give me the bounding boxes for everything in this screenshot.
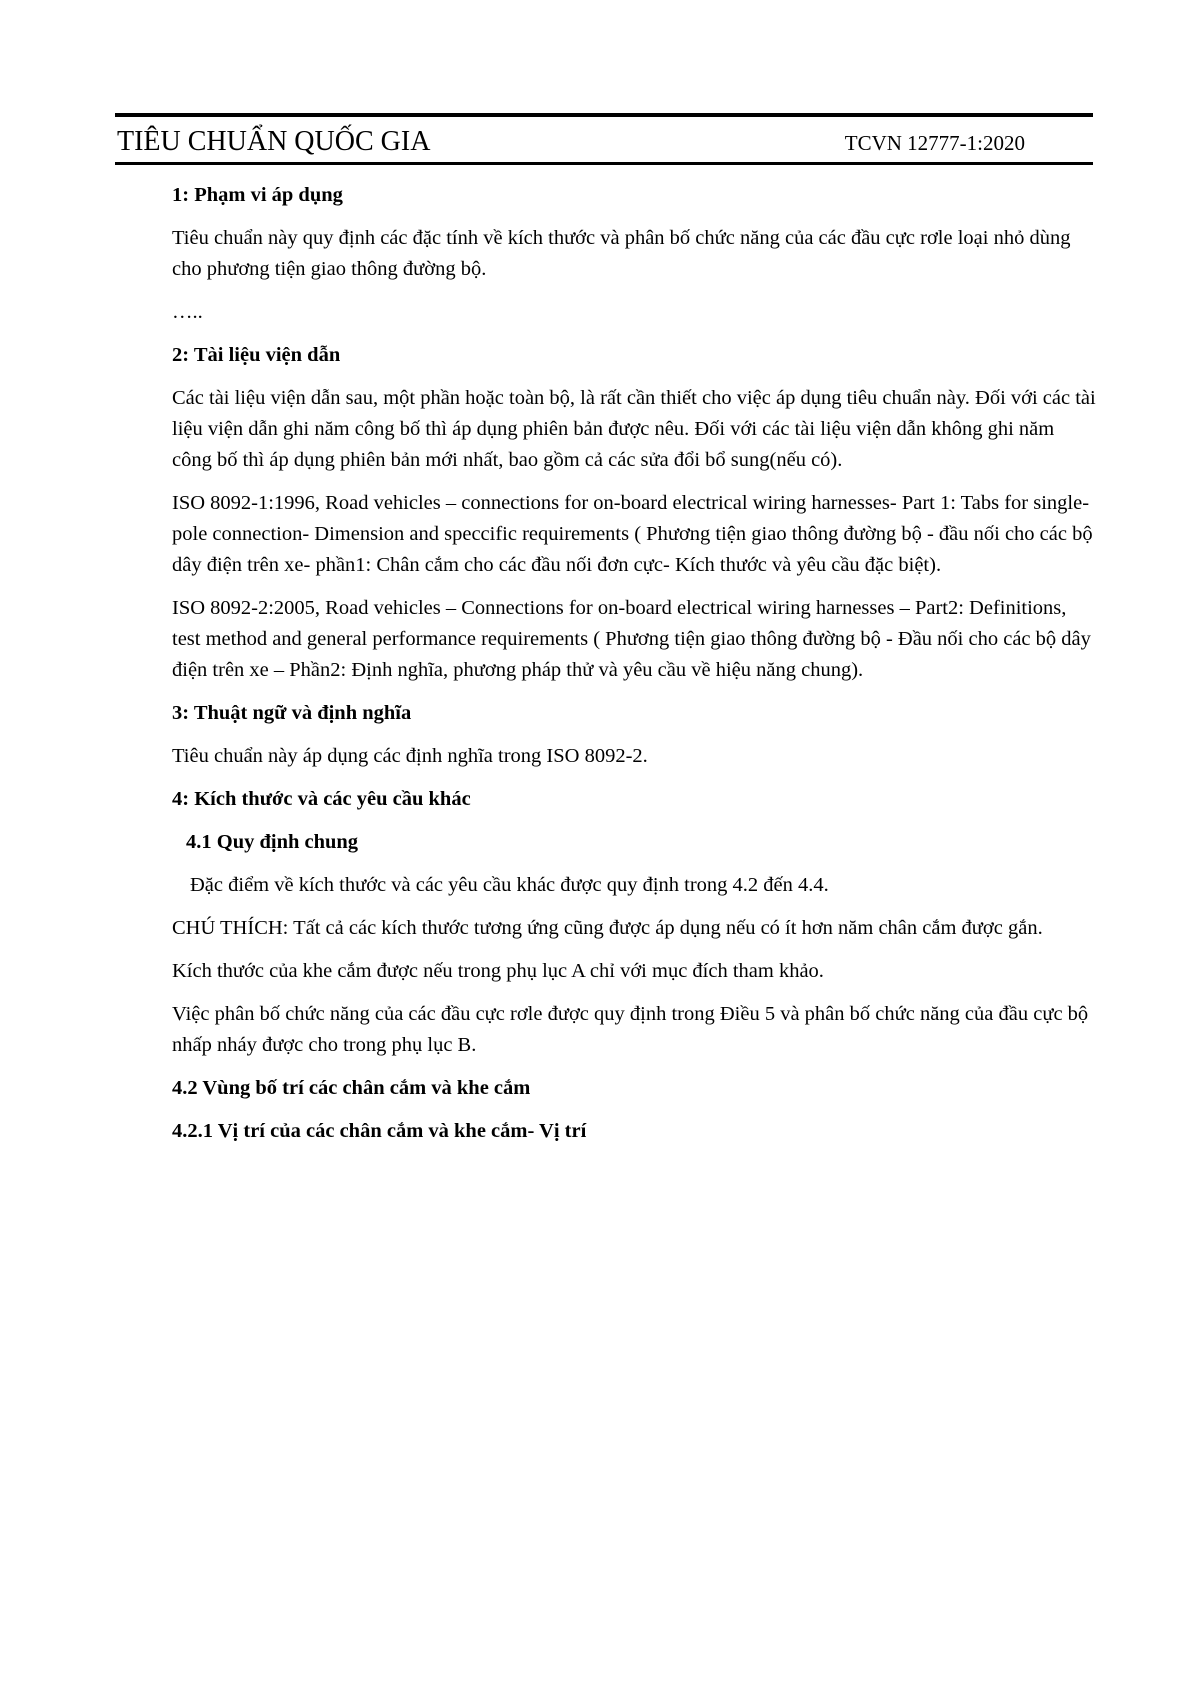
section-1-paragraph: Tiêu chuẩn này quy định các đặc tính về kích thước và phân bố chức năng của các đầu cực rơle loại nhỏ dùng cho phương tiện giao thông đường bộ.: [172, 227, 1071, 280]
section-3-heading: 3: Thuật ngữ và định nghĩa: [172, 702, 412, 724]
standard-code: TCVN 12777-1:2020: [844, 131, 1025, 155]
section-2-reference-1: ISO 8092-1:1996, Road vehicles – connections for on-board electrical wiring harnesses- Part 1: Tabs for single- pole connection- Dimension and speccific requirements ( Phương tiện giao thông đường bộ - đầu nối cho các bộ dây điện trên xe- phần1: Chân cắm cho các đầu nối đơn cực- Kích thước và yêu cầu đặc biệt).: [172, 492, 1093, 576]
section-4-2-1-heading: 4.2.1 Vị trí của các chân cắm và khe cắm- Vị trí: [172, 1120, 587, 1142]
section-3-paragraph: Tiêu chuẩn này áp dụng các định nghĩa trong ISO 8092-2.: [172, 745, 648, 767]
section-4-1-note: CHÚ THÍCH: Tất cả các kích thước tương ứng cũng được áp dụng nếu có ít hơn năm chân cắm được gắn.: [172, 917, 1043, 939]
standard-title: TIÊU CHUẨN QUỐC GIA: [117, 126, 431, 157]
section-4-2-heading: 4.2 Vùng bố trí các chân cắm và khe cắm: [172, 1077, 531, 1099]
document-body: [172, 180, 1097, 1147]
section-2-heading: 2: Tài liệu viện dẫn: [172, 344, 341, 366]
section-2-paragraph-1: Các tài liệu viện dẫn sau, một phần hoặc toàn bộ, là rất cần thiết cho việc áp dụng tiêu chuẩn này. Đối với các tài liệu viện dẫn ghi năm công bố thì áp dụng phiên bản được nêu. Đối với các tài liệu viện dẫn không ghi năm công bố thì áp dụng phiên bản mới nhất, bao gồm cả các sửa đổi bổ sung(nếu có).: [172, 387, 1096, 471]
section-4-1-paragraph-1: Đặc điểm về kích thước và các yêu cầu khác được quy định trong 4.2 đến 4.4.: [190, 874, 829, 896]
section-1-heading: 1: Phạm vi áp dụng: [172, 184, 343, 206]
section-4-1-heading: 4.1 Quy định chung: [186, 831, 359, 853]
section-4-1-paragraph-3: Việc phân bố chức năng của các đầu cực rơle được quy định trong Điều 5 và phân bố chức năng của đầu cực bộ nhấp nháy được cho trong phụ lục B.: [172, 1003, 1089, 1056]
section-2-reference-2: ISO 8092-2:2005, Road vehicles – Connections for on-board electrical wiring harnesses – Part2: Definitions, test method and general performance requirements ( Phương tiện giao thông đường bộ - Đầu nối cho các bộ dây điện trên xe – Phần2: Định nghĩa, phương pháp thử và yêu cầu về hiệu năng chung).: [172, 597, 1091, 681]
ellipsis: …..: [172, 301, 203, 323]
section-4-1-paragraph-2: Kích thước của khe cắm được nếu trong phụ lục A chỉ với mục đích tham khảo.: [172, 960, 824, 982]
page-header: [115, 113, 1093, 165]
section-4-heading: 4: Kích thước và các yêu cầu khác: [172, 788, 471, 810]
